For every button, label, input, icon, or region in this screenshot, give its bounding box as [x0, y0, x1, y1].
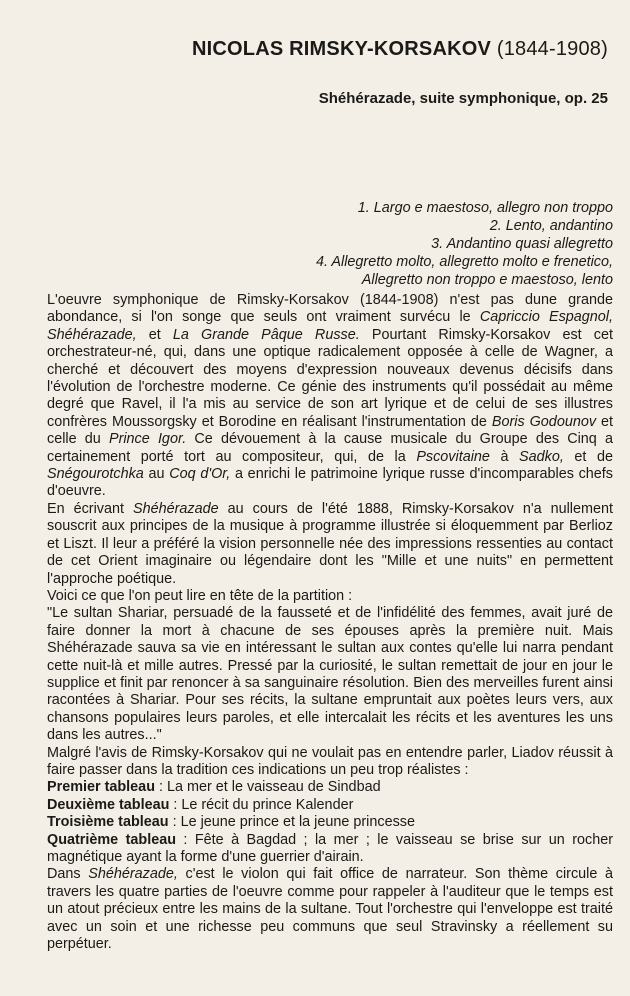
work-title: Shéhérazade, suite symphonique, op. 25	[318, 90, 608, 107]
movement-item: Allegretto non troppo e maestoso, lento	[361, 272, 613, 288]
movement-item: 2. Lento, andantino	[489, 218, 613, 234]
composer-name: NICOLAS RIMSKY-KORSAKOV	[191, 38, 492, 60]
composition-paragraph: En écrivant Shéhérazade au cours de l'été 1888, Rimsky-Korsakov n'a nullement souscrit aux principes de la musique à programme illustrée si éloquemment par Berlioz et Liszt. Il leur a préféré la vision personnelle née des impressions ressenties au contact de cet Orient imaginaire ou légendaire dont les "Mille et une nuits" en permettent l'approche poétique.	[47, 500, 613, 587]
body-text	[47, 292, 613, 953]
intro-paragraph: L'oeuvre symphonique de Rimsky-Korsakov (1844-1908) n'est pas dune grande abondance, si l'on songe que seuls ont vraiment survécu le Capriccio Espagnol, Shéhérazade, et La Grande Pâque Russe. Pourtant Rimsky-Korsakov est cet orchestrateur-né, qui, dans une optique radicalement opposée à celle de Wagner, a cherché et découvert des moyens d'expression nouveaux devenus décisifs dans l'évolution de l'orchestre moderne. Ce génie des instruments qu'il possédait au même degré que Ravel, il l'a mis au service de son art lyrique et de celui de ses illustres confrères Moussorgsky et Borodine en réalisant l'instrumentation de Boris Godounov et celle du Prince Igor. Ce dévouement à la cause musicale du Groupe des Cinq a certainement porté tort au compositeur, qui, de la Pscovitaine à Sadko, et de Snégourotchka au Coq d'Or, a enrichi le patrimoine lyrique russe d'incomparables chefs d'oeuvre.	[47, 292, 614, 500]
tableau-item: Troisième tableau : Le jeune prince et la jeune princesse	[47, 814, 415, 831]
tableau-item: Deuxième tableau : Le récit du prince Kalender	[47, 796, 354, 813]
liadov-paragraph: Malgré l'avis de Rimsky-Korsakov qui ne voulait pas en entendre parler, Liadov réussit à faire passer dans la tradition ces indications un peu trop réalistes :	[47, 744, 613, 778]
movement-list	[316, 199, 613, 289]
violin-paragraph: Dans Shéhérazade, c'est le violon qui fait office de narrateur. Son thème circule à travers les quatre parties de l'oeuvre comme pour rappeler à l'auditeur que le temps est un atout précieux entre les mains de la sultane. Tout l'orchestre qui l'enveloppe est traité avec un soin et une richesse peu communs que seul Stravinsky a réellement su perpétuer.	[47, 866, 613, 953]
partition-intro: Voici ce que l'on peut lire en tête de la partition :	[47, 587, 353, 604]
tableau-list	[47, 779, 613, 866]
tableau-item: Premier tableau : La mer et le vaisseau de Sindbad	[47, 779, 381, 796]
composer-dates: (1844-1908)	[496, 38, 608, 60]
movement-item: 4. Allegretto molto, allegretto molto e frenetico,	[315, 254, 613, 270]
composer-heading	[192, 38, 608, 61]
movement-item: 3. Andantino quasi allegretto	[431, 236, 613, 252]
movement-item: 1. Largo e maestoso, allegro non troppo	[357, 200, 613, 216]
tableau-item: Quatrième tableau : Fête à Bagdad ; la mer ; le vaisseau se brise sur un rocher magnétique ayant la forme d'une guerrier d'airain.	[47, 831, 613, 865]
score-quote: "Le sultan Shariar, persuadé de la fausseté et de l'infidélité des femmes, avait juré de faire donner la mort à chacune de ses épouses après la première nuit. Mais Shéhérazade sauva sa vie en intéressant le sultan aux contes qu'elle lui narra pendant cette nuit-là et mille autres. Pressé par la curiosité, le sultan remettait de jour en jour le supplice et finit par renoncer à sa sanguinaire résolution. Bien des merveilles furent ainsi racontées à Shariar. Pour ses récits, la sultane empruntait aux poètes leurs vers, aux chansons populaires leurs paroles, et elle intercalait les récits et les aventures les uns dans les autres..."	[47, 605, 613, 744]
